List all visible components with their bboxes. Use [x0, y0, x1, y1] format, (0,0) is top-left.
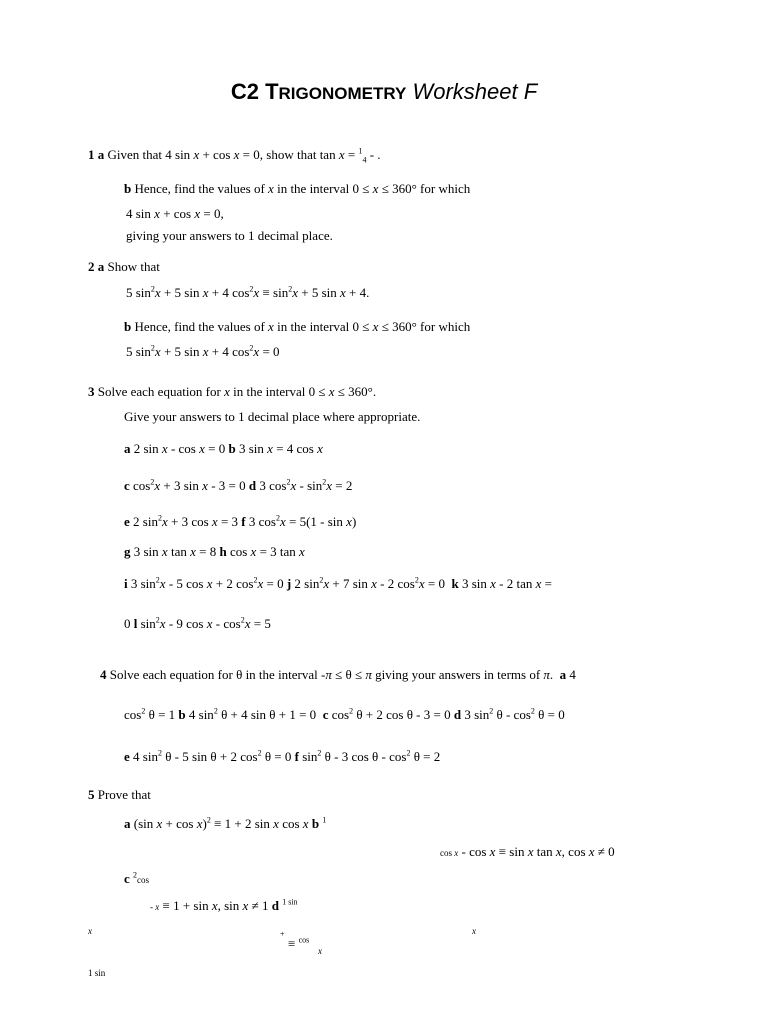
- worksheet-line: - x ≡ 1 + sin x, sin x ≠ 1 d $^{1 sin}$: [150, 897, 298, 913]
- worksheet-line: x: [472, 926, 476, 936]
- worksheet-line: a (sin x + cos x)$^2$ ≡ 1 + 2 sin x cos x b $^1$: [124, 815, 327, 831]
- worksheet-line: 5 $\sin^2x + 5$ sin x + 4 $\cos^2x \equiv \sin^2x + 5$ sin x + 4.: [126, 284, 370, 300]
- worksheet-line: 3 Solve each equation for x in the interval 0 ≤ x ≤ 360°.: [88, 384, 377, 399]
- worksheet-line: e 4 $\sin^2 \theta - 5$ sin θ + 2 $\cos^2 \theta = 0$ f $\sin^2 \theta - 3$ $\cos \theta - \cos^2 \theta = 2$: [124, 748, 441, 764]
- page-title: [0, 78, 768, 108]
- worksheet-line: 0 l $\sin^2x - 9$ $\cos x - \cos^2x = 5$: [124, 615, 271, 631]
- worksheet-line: x: [88, 926, 92, 936]
- worksheet-line: 4 Solve each equation for θ in the interval -π ≤ θ ≤ π giving your answers in terms of π. a 4: [100, 667, 576, 682]
- worksheet-line: cos x - cos x ≡ sin x tan x, cos x ≠ 0: [440, 844, 615, 859]
- worksheet-line: 4 sin x + cos x = 0,: [126, 206, 224, 221]
- worksheet-line: a 2 sin x - cos x = 0 b 3 sin x = 4 cos x: [124, 441, 323, 456]
- worksheet-line: c $^2$cos: [124, 870, 150, 886]
- worksheet-line: +: [280, 929, 285, 939]
- worksheet-line: 1 a Given that 4 sin x + cos x = 0, show that tan x = $^1_4$ - .: [88, 146, 381, 165]
- worksheet-line: b Hence, find the values of x in the interval 0 ≤ x ≤ 360° for which: [124, 319, 471, 334]
- title-rigonometry: RIGONOMETRY: [278, 84, 407, 103]
- worksheet-line: b Hence, find the values of x in the interval 0 ≤ x ≤ 360° for which: [124, 181, 471, 196]
- worksheet-line: ≡ $^{cos}$: [288, 935, 310, 951]
- worksheet-line: 2 a Show that: [88, 259, 160, 274]
- worksheet-line: e 2 $\sin^2x + 3$ cos x = 3 f 3 $\cos^2x = 5(1 - \sin x)$: [124, 513, 357, 529]
- worksheet-line: 1 sin: [88, 968, 106, 978]
- title-worksheet: Worksheet F: [406, 79, 538, 104]
- worksheet-line: $\cos^2 \theta = 1$ b 4 $\sin^2 \theta + 4$ sin θ + 1 = 0 c $\cos^2 \theta + 2$ cos θ - 3 = 0 d 3 $\sin^2 \theta - \cos^2 \theta = 0$: [124, 706, 565, 722]
- worksheet-line: 5 $\sin^2x + 5$ sin x + 4 $\cos^2x = 0$: [126, 343, 280, 359]
- title-t: T: [265, 79, 279, 104]
- worksheet-line: c $\cos^2x + 3$ sin x - 3 = 0 d 3 $\cos^2x - \sin^2x = 2$: [124, 477, 353, 493]
- worksheet-line: x: [318, 946, 322, 956]
- worksheet-line: 5 Prove that: [88, 787, 151, 802]
- worksheet-line: giving your answers to 1 decimal place.: [126, 228, 333, 243]
- worksheet-line: Give your answers to 1 decimal place where appropriate.: [124, 409, 421, 424]
- worksheet-line: g 3 sin x tan x = 8 h cos x = 3 tan x: [124, 544, 305, 559]
- worksheet-line: i 3 $\sin^2x - 5$ cos x + 2 $\cos^2x = 0$ j 2 $\sin^2x + 7$ sin x - 2 $\cos^2x = 0$ k 3 sin x - 2 tan x =: [124, 575, 552, 591]
- title-c2: C2: [230, 79, 266, 104]
